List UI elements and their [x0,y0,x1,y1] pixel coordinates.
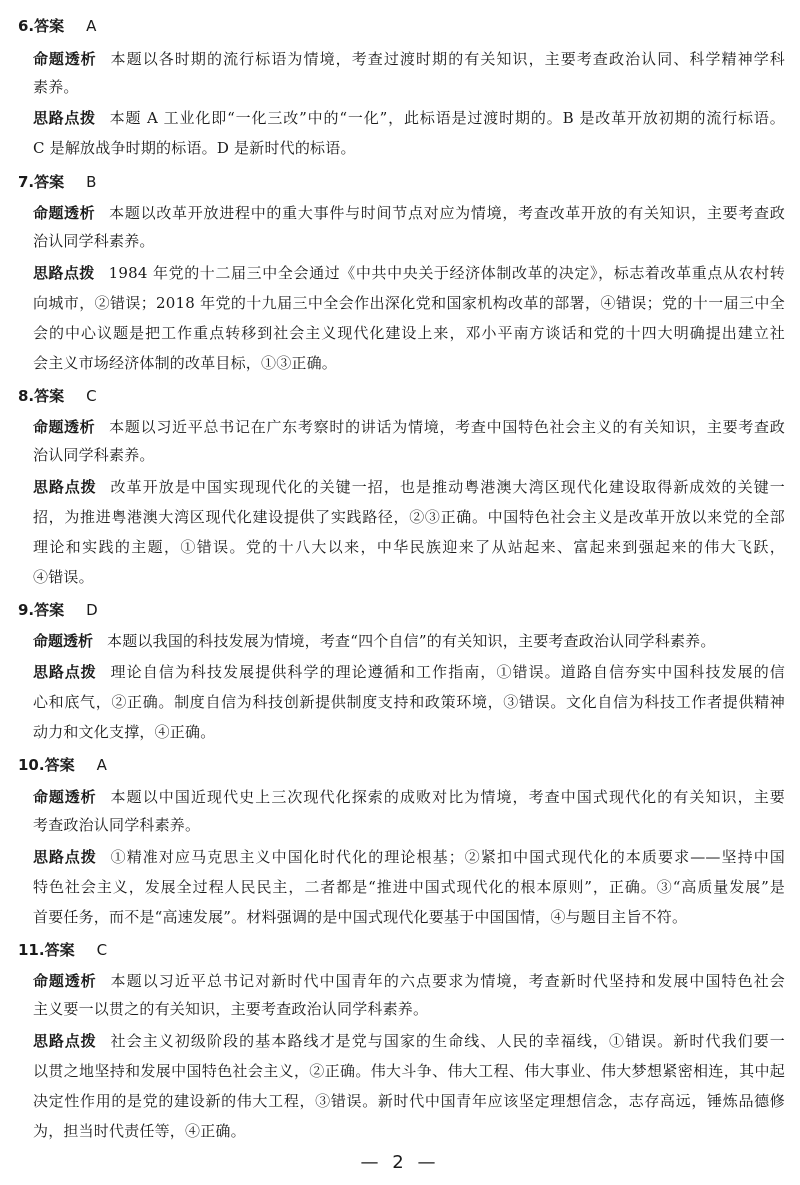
question-6-approach-line: 思路点拨 本题 A 工业化即“一化三改”中的“一化”，此标语是过渡时期的。B 是改革开放初期的流行标语。 [33,109,785,127]
question-8-answer: C [86,387,97,405]
question-11-approach-line: 思路点拨 社会主义初级阶段的基本路线才是党与国家的生命线、人民的幸福线，①错误。新时代我们要一 [33,1032,785,1050]
question-7-analysis-line: 命题透析 本题以改革开放进程中的重大事件与时间节点对应为情境，考查改革开放的有关知识，主要考查政 [33,204,785,222]
question-6-approach-line: C 是解放战争时期的标语。D 是新时代的标语。 [33,139,356,157]
question-7-approach-line: 会主义市场经济体制的改革目标，①③正确。 [33,354,338,372]
question-10-header: 10.答案 A [18,756,107,774]
question-7-approach-line: 向城市，②错误；2018 年党的十九届三中全会作出深化党和国家机构改革的部署，④错误；党的十一届三中全 [33,294,785,312]
approach-label: 思路点拨 [33,848,97,866]
question-6-analysis-line: 命题透析 本题以各时期的流行标语为情境，考查过渡时期的有关知识，主要考查政治认同、科学精神学科 [33,50,785,68]
question-6-header: 6.答案 A [18,17,97,35]
analysis-label: 命题透析 [33,632,94,650]
question-10-approach-line: 特色社会主义，发展全过程人民民主，二者都是“推进中国式现代化的根本原则”，正确。③“高质量发展”是 [33,878,785,896]
analysis-label: 命题透析 [33,788,97,806]
question-11-answer: C [96,941,108,959]
question-8-analysis-line: 治认同学科素养。 [33,446,155,464]
page-number: — 2 — [360,1152,440,1173]
question-9-approach-line: 动力和文化支撑，④正确。 [33,723,216,741]
approach-label: 思路点拨 [33,109,96,127]
question-11-approach-line: 决定性作用的是党的建设新的伟大工程，③错误。新时代中国青年应该坚定理想信念，志存高远，锤炼品德修 [33,1092,785,1110]
question-9-answer: D [86,601,98,619]
analysis-label: 命题透析 [33,418,96,436]
question-10-approach-line: 首要任务，而不是“高速发展”。材料强调的是中国式现代化要基于中国国情，④与题目主旨不符。 [33,908,688,926]
approach-label: 思路点拨 [33,264,95,282]
analysis-label: 命题透析 [33,204,96,222]
approach-label: 思路点拨 [33,1032,97,1050]
question-9-approach-line: 思路点拨 理论自信为科技发展提供科学的理论遵循和工作指南，①错误。道路自信夯实中国科技发展的信 [33,663,785,681]
question-7-approach-line: 会的中心议题是把工作重点转移到社会主义现代化建设上来，邓小平南方谈话和党的十四大明确提出建立社 [33,324,785,342]
analysis-label: 命题透析 [33,50,97,68]
question-10-analysis-line: 命题透析 本题以中国近现代史上三次现代化探索的成败对比为情境，考查中国式现代化的有关知识，主要 [33,788,785,806]
question-6-answer: A [86,17,97,35]
question-8-approach-line: 招，为推进粤港澳大湾区现代化建设提供了实践路径，②③正确。中国特色社会主义是改革开放以来党的全部 [33,508,785,526]
question-7-header: 7.答案 B [18,173,97,191]
question-7-answer: B [86,173,97,191]
approach-label: 思路点拨 [33,478,97,496]
question-6-analysis-line: 素养。 [33,78,79,96]
question-7-analysis-line: 治认同学科素养。 [33,232,155,250]
question-11-header: 11.答案 C [18,941,108,959]
question-11-approach-line: 以贯之地坚持和发展中国特色社会主义，②正确。伟大斗争、伟大工程、伟大事业、伟大梦想紧密相连，其中起 [33,1062,785,1080]
question-8-header: 8.答案 C [18,387,97,405]
question-7-approach-line: 思路点拨 1984 年党的十二届三中全会通过《中共中央关于经济体制改革的决定》，标志着改革重点从农村转 [33,264,785,282]
question-10-approach-line: 思路点拨 ①精准对应马克思主义中国化时代化的理论根基；②紧扣中国式现代化的本质要求——坚持中国 [33,848,785,866]
question-9-header: 9.答案 D [18,601,98,619]
analysis-label: 命题透析 [33,972,97,990]
question-8-approach-line: 理论和实践的主题，①错误。党的十八大以来，中华民族迎来了从站起来、富起来到强起来的伟大飞跃， [33,538,785,556]
question-10-analysis-line: 考查政治认同学科素养。 [33,816,201,834]
question-11-approach-line: 为，担当时代责任等，④正确。 [33,1122,246,1140]
question-10-answer: A [96,756,107,774]
approach-label: 思路点拨 [33,663,97,681]
question-9-approach-line: 心和底气，②正确。制度自信为科技创新提供制度支持和政策环境，③错误。文化自信为科技工作者提供精神 [33,693,785,711]
question-8-approach-line: 思路点拨 改革开放是中国实现现代化的关键一招，也是推动粤港澳大湾区现代化建设取得新成效的关键一 [33,478,785,496]
question-11-analysis-line: 主义要一以贯之的有关知识，主要考查政治认同学科素养。 [33,1000,429,1018]
question-9-analysis-line: 命题透析 本题以我国的科技发展为情境，考查“四个自信”的有关知识，主要考查政治认同学科素养。 [33,632,716,650]
question-8-analysis-line: 命题透析 本题以习近平总书记在广东考察时的讲话为情境，考查中国特色社会主义的有关知识，主要考查政 [33,418,785,436]
question-8-approach-line: ④错误。 [33,568,94,586]
question-11-analysis-line: 命题透析 本题以习近平总书记对新时代中国青年的六点要求为情境，考查新时代坚持和发展中国特色社会 [33,972,785,990]
